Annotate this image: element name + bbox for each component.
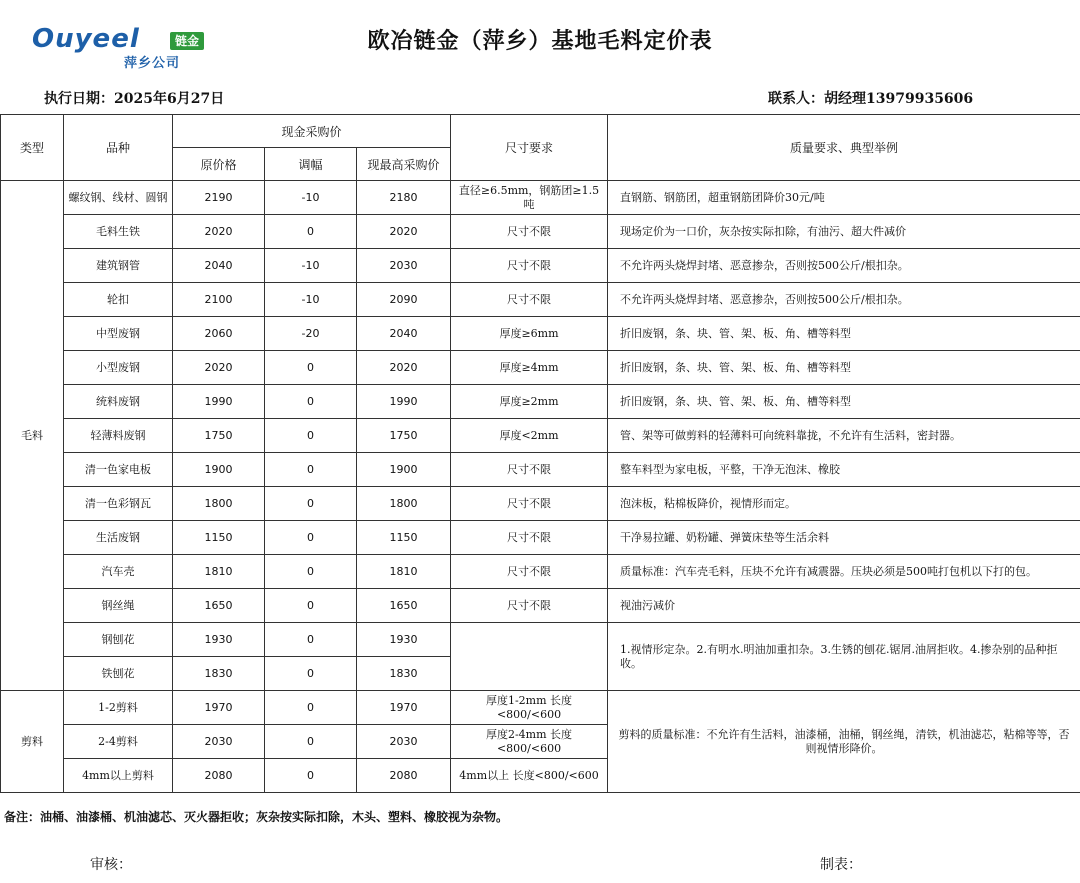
quality-cell: 剪料的质量标准：不允许有生活料，油漆桶，油桶，钢丝绳，清铁，机油滤芯，粘棉等等，否则视情形降价。 (608, 691, 1080, 793)
variety-cell: 2-4剪料 (64, 725, 173, 759)
adjust-cell: 0 (265, 623, 357, 657)
adjust-cell: 0 (265, 725, 357, 759)
orig-price-cell: 1830 (173, 657, 265, 691)
variety-cell: 小型废钢 (64, 351, 173, 385)
quality-cell: 折旧废钢，条、块、管、架、板、角、槽等料型 (608, 317, 1080, 351)
quality-cell: 折旧废钢，条、块、管、架、板、角、槽等料型 (608, 351, 1080, 385)
current-price-cell: 1970 (357, 691, 451, 725)
header-adjust: 调幅 (265, 148, 357, 181)
orig-price-cell: 1650 (173, 589, 265, 623)
execution-date: 执行日期：2025年6月27日 (44, 91, 225, 107)
quality-cell: 1.视情形定杂。2.有明水.明油加重扣杂。3.生锈的刨花.锯屑.油屑拒收。4.掺杂别的品种拒收。 (608, 623, 1080, 691)
table-row (1, 623, 1080, 657)
current-price-cell: 2080 (357, 759, 451, 793)
current-price-cell: 2040 (357, 317, 451, 351)
header-cash-price: 现金采购价 (173, 115, 451, 148)
orig-price-cell: 1970 (173, 691, 265, 725)
orig-price-cell: 1800 (173, 487, 265, 521)
variety-cell: 毛料生铁 (64, 215, 173, 249)
table-row (1, 283, 1080, 317)
orig-price-cell: 1810 (173, 555, 265, 589)
header-current-price: 现最高采购价 (357, 148, 451, 181)
adjust-cell: 0 (265, 385, 357, 419)
header-variety: 品种 (64, 115, 173, 181)
variety-cell: 清一色家电板 (64, 453, 173, 487)
logo-subtitle: 萍乡公司 (124, 56, 181, 71)
current-price-cell: 2020 (357, 351, 451, 385)
size-cell: 厚度≥2mm (451, 385, 608, 419)
orig-price-cell: 1990 (173, 385, 265, 419)
variety-cell: 生活废钢 (64, 521, 173, 555)
adjust-cell: 0 (265, 453, 357, 487)
quality-cell: 不允许两头烧焊封堵、恶意掺杂，否则按500公斤/根扣杂。 (608, 283, 1080, 317)
footnote: 备注：油桶、油漆桶、机油滤芯、灭火器拒收；灰杂按实际扣除，木头、塑料、橡胶视为杂物。 (4, 810, 509, 824)
adjust-cell: 0 (265, 691, 357, 725)
variety-cell: 清一色彩钢瓦 (64, 487, 173, 521)
current-price-cell: 1800 (357, 487, 451, 521)
adjust-cell: 0 (265, 759, 357, 793)
variety-cell: 统料废钢 (64, 385, 173, 419)
header-row (1, 115, 1080, 148)
orig-price-cell: 2060 (173, 317, 265, 351)
adjust-cell: 0 (265, 351, 357, 385)
size-cell: 尺寸不限 (451, 589, 608, 623)
current-price-cell: 1150 (357, 521, 451, 555)
adjust-cell: -20 (265, 317, 357, 351)
variety-cell: 汽车壳 (64, 555, 173, 589)
header-quality: 质量要求、典型举例 (608, 115, 1080, 181)
header-size: 尺寸要求 (451, 115, 608, 181)
orig-price-cell: 1750 (173, 419, 265, 453)
table-row (1, 555, 1080, 589)
adjust-cell: -10 (265, 249, 357, 283)
current-price-cell: 1830 (357, 657, 451, 691)
variety-cell: 钢刨花 (64, 623, 173, 657)
group-label: 毛料 (1, 181, 64, 691)
size-cell: 尺寸不限 (451, 249, 608, 283)
table-row (1, 181, 1080, 215)
table-row (1, 419, 1080, 453)
quality-cell: 整车料型为家电板，平整，干净无泡沫、橡胶 (608, 453, 1080, 487)
quality-cell: 干净易拉罐、奶粉罐、弹簧床垫等生活余料 (608, 521, 1080, 555)
size-cell: 尺寸不限 (451, 283, 608, 317)
table-row (1, 691, 1080, 725)
size-cell: 尺寸不限 (451, 521, 608, 555)
quality-cell: 管、架等可做剪料的轻薄料可向统料靠拢，不允许有生活料，密封器。 (608, 419, 1080, 453)
company-logo (32, 24, 222, 70)
current-price-cell: 2030 (357, 249, 451, 283)
adjust-cell: 0 (265, 487, 357, 521)
group-label: 剪料 (1, 691, 64, 793)
quality-cell: 质量标准：汽车壳毛料，压块不允许有减震器。压块必须是500吨打包机以下打的包。 (608, 555, 1080, 589)
logo-badge: 链金 (170, 32, 204, 50)
adjust-cell: 0 (265, 419, 357, 453)
orig-price-cell: 2040 (173, 249, 265, 283)
orig-price-cell: 1150 (173, 521, 265, 555)
size-cell: 尺寸不限 (451, 487, 608, 521)
review-label: 审核： (90, 857, 132, 873)
adjust-cell: 0 (265, 657, 357, 691)
orig-price-cell: 2030 (173, 725, 265, 759)
current-price-cell: 2180 (357, 181, 451, 215)
adjust-cell: 0 (265, 215, 357, 249)
current-price-cell: 1900 (357, 453, 451, 487)
header-type: 类型 (1, 115, 64, 181)
table-row (1, 589, 1080, 623)
adjust-cell: -10 (265, 283, 357, 317)
size-cell: 4mm以上 长度<800/<600 (451, 759, 608, 793)
quality-cell: 现场定价为一口价，灰杂按实际扣除，有油污、超大件减价 (608, 215, 1080, 249)
table-row (1, 385, 1080, 419)
table-row (1, 215, 1080, 249)
size-cell: 厚度2-4mm 长度<800/<600 (451, 725, 608, 759)
variety-cell: 建筑钢管 (64, 249, 173, 283)
size-cell: 直径≥6.5mm，钢筋团≥1.5吨 (451, 181, 608, 215)
orig-price-cell: 2080 (173, 759, 265, 793)
size-cell: 尺寸不限 (451, 215, 608, 249)
header-orig-price: 原价格 (173, 148, 265, 181)
current-price-cell: 2030 (357, 725, 451, 759)
price-table (0, 114, 1080, 793)
quality-cell: 不允许两头烧焊封堵、恶意掺杂，否则按500公斤/根扣杂。 (608, 249, 1080, 283)
variety-cell: 轮扣 (64, 283, 173, 317)
maker-label: 制表： (820, 857, 862, 873)
size-cell (451, 623, 608, 691)
variety-cell: 1-2剪料 (64, 691, 173, 725)
logo-wordmark: Ouyeel (32, 24, 140, 54)
adjust-cell: 0 (265, 589, 357, 623)
size-cell: 尺寸不限 (451, 453, 608, 487)
current-price-cell: 1930 (357, 623, 451, 657)
variety-cell: 轻薄料废钢 (64, 419, 173, 453)
variety-cell: 铁刨花 (64, 657, 173, 691)
table-row (1, 249, 1080, 283)
variety-cell: 钢丝绳 (64, 589, 173, 623)
variety-cell: 4mm以上剪料 (64, 759, 173, 793)
table-row (1, 453, 1080, 487)
table-row (1, 351, 1080, 385)
page-header (0, 0, 1080, 80)
size-cell: 尺寸不限 (451, 555, 608, 589)
size-cell: 厚度≥4mm (451, 351, 608, 385)
quality-cell: 折旧废钢，条、块、管、架、板、角、槽等料型 (608, 385, 1080, 419)
variety-cell: 中型废钢 (64, 317, 173, 351)
variety-cell: 螺纹钢、线材、圆钢 (64, 181, 173, 215)
quality-cell: 视油污减价 (608, 589, 1080, 623)
contact-info: 联系人：胡经理13979935606 (768, 91, 974, 107)
current-price-cell: 2090 (357, 283, 451, 317)
orig-price-cell: 1900 (173, 453, 265, 487)
current-price-cell: 1810 (357, 555, 451, 589)
adjust-cell: 0 (265, 555, 357, 589)
orig-price-cell: 2020 (173, 351, 265, 385)
orig-price-cell: 2020 (173, 215, 265, 249)
table-row (1, 317, 1080, 351)
table-row (1, 521, 1080, 555)
current-price-cell: 2020 (357, 215, 451, 249)
current-price-cell: 1650 (357, 589, 451, 623)
size-cell: 厚度<2mm (451, 419, 608, 453)
size-cell: 厚度≥6mm (451, 317, 608, 351)
current-price-cell: 1750 (357, 419, 451, 453)
table-row (1, 487, 1080, 521)
quality-cell: 泡沫板，粘棉板降价，视情形而定。 (608, 487, 1080, 521)
adjust-cell: -10 (265, 181, 357, 215)
adjust-cell: 0 (265, 521, 357, 555)
current-price-cell: 1990 (357, 385, 451, 419)
orig-price-cell: 1930 (173, 623, 265, 657)
quality-cell: 直钢筋、钢筋团，超重钢筋团降价30元/吨 (608, 181, 1080, 215)
page-title: 欧冶链金（萍乡）基地毛料定价表 (367, 28, 713, 54)
orig-price-cell: 2190 (173, 181, 265, 215)
orig-price-cell: 2100 (173, 283, 265, 317)
size-cell: 厚度1-2mm 长度<800/<600 (451, 691, 608, 725)
